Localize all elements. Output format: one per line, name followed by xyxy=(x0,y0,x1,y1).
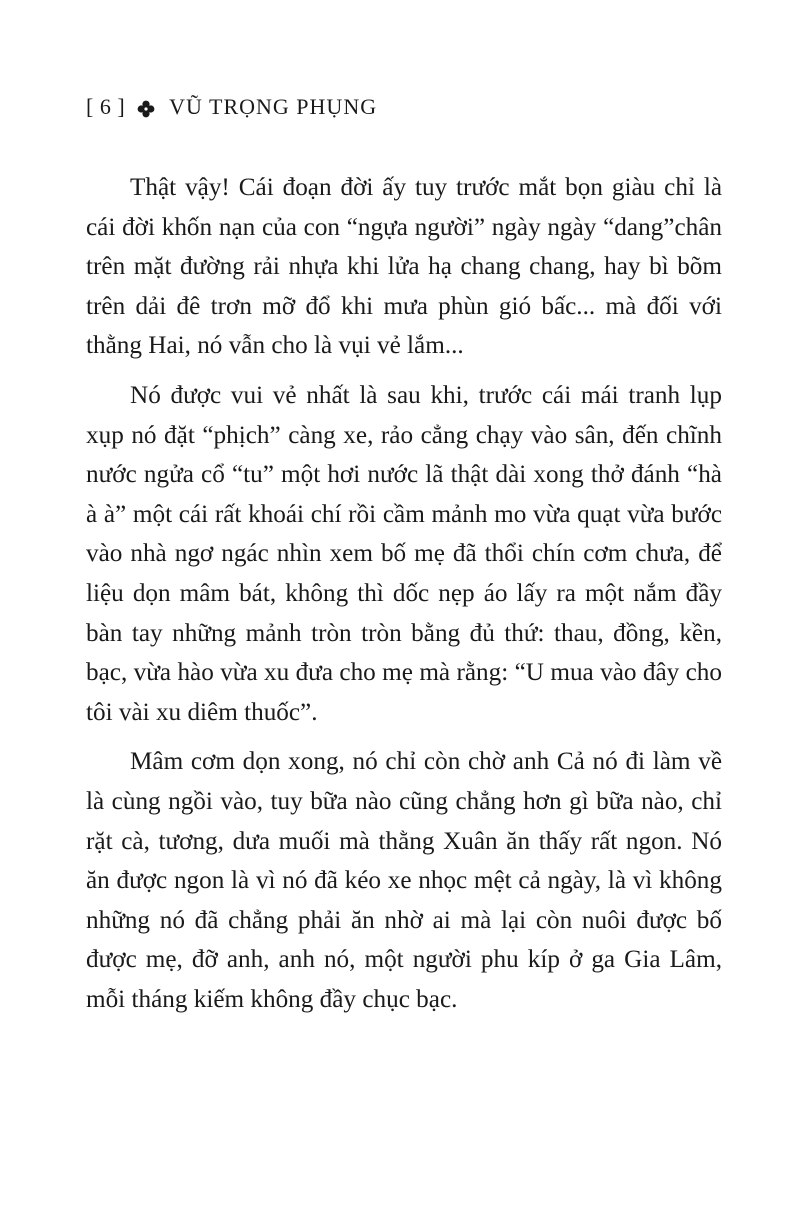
paragraph-1: Thật vậy! Cái đoạn đời ấy tuy trước mắt bọn giàu chỉ là cái đời khốn nạn của con “ngựa người” ngày ngày “dang”chân trên mặt đường rải nhựa khi lửa hạ chang chang, hay bì bõm trên dải đê trơn mỡ đổ khi mưa phùn gió bấc... mà đối với thằng Hai, nó vẫn cho là vụi vẻ lắm... xyxy=(86,174,722,360)
paragraph-3: Mâm cơm dọn xong, nó chỉ còn chờ anh Cả nó đi làm về là cùng ngồi vào, tuy bữa nào cũng chẳng hơn gì bữa nào, chỉ rặt cà, tương, dưa muối mà thằng Xuân ăn thấy rất ngon. Nó ăn được ngon là vì nó đã kéo xe nhọc mệt cả ngày, là vì không những nó đã chẳng phải ăn nhờ ai mà lại còn nuôi được bố được mẹ, đỡ anh, anh nó, một người phu kíp ở ga Gia Lâm, mỗi tháng kiếm không đầy chục bạc. xyxy=(86,748,722,1013)
body-text xyxy=(86,168,722,1029)
page-number: [ 6 ] xyxy=(86,94,126,119)
flower-ornament-icon xyxy=(137,98,155,116)
paragraph-2: Nó được vui vẻ nhất là sau khi, trước cái mái tranh lụp xụp nó đặt “phịch” càng xe, rảo cẳng chạy vào sân, đến chĩnh nước ngửa cổ “tu” một hơi nước lã thật dài xong thở đánh “hà à à” một cái rất khoái chí rồi cầm mảnh mo vừa quạt vừa bước vào nhà ngơ ngác nhìn xem bố mẹ đã thổi chín cơm chưa, để liệu dọn mâm bát, không thì dốc nẹp áo lấy ra một nắm đầy bàn tay những mảnh tròn tròn bằng đủ thứ: thau, đồng, kền, bạc, vừa hào vừa xu đưa cho mẹ mà rằng: “U mua vào đây cho tôi vài xu diêm thuốc”. xyxy=(86,381,722,726)
author-name: VŨ TRỌNG PHỤNG xyxy=(169,94,378,119)
running-header xyxy=(86,94,377,120)
